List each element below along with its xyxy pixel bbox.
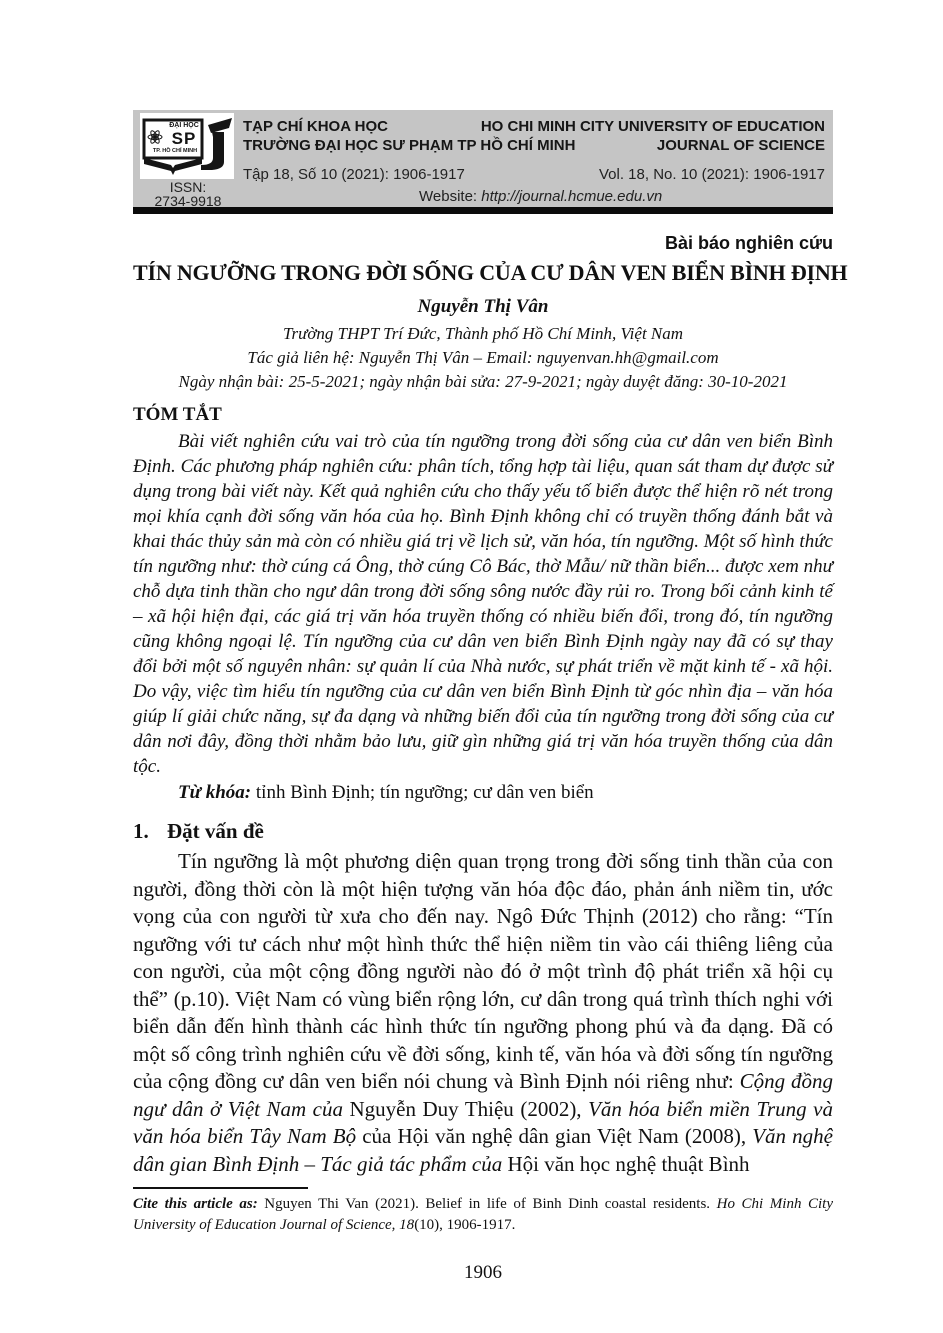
- abstract-heading: TÓM TẮT: [133, 404, 222, 425]
- section-1-paragraph: [133, 848, 833, 1178]
- section-1-number: 1.: [133, 819, 149, 843]
- section-1-heading: [133, 818, 833, 845]
- issue-info-vi: Tập 18, Số 10 (2021): 1906-1917: [243, 166, 465, 183]
- journal-logo: [140, 113, 234, 179]
- cited-work-title: Văn nghệ dân gian Bình Định – Tác giả tác phẩm của: [133, 1124, 833, 1176]
- citation-journal-name: Ho Chi Minh City University of Education Journal of Science, 18: [133, 1196, 834, 1233]
- corresponding-author-line: Tác giả liên hệ: Nguyễn Thị Vân – Email: nguyenvan.hh@gmail.com: [247, 348, 719, 367]
- article-title: TÍN NGƯỠNG TRONG ĐỜI SỐNG CỦA CƯ DÂN VEN BIỂN BÌNH ĐỊNH: [133, 260, 848, 285]
- keywords-value: tỉnh Bình Định; tín ngưỡng; cư dân ven biển: [251, 782, 594, 803]
- keywords-line: [133, 780, 833, 805]
- journal-name-vi-line2: TRƯỜNG ĐẠI HỌC SƯ PHẠM TP HỒ CHÍ MINH: [243, 137, 576, 154]
- author-affiliation: Trường THPT Trí Đức, Thành phố Hồ Chí Minh, Việt Nam: [282, 324, 684, 343]
- website-line: [419, 188, 662, 205]
- journal-name-en-line2: JOURNAL OF SCIENCE: [656, 137, 825, 154]
- issn-label: ISSN:: [169, 179, 207, 195]
- issn-value: 2734-9918: [154, 193, 222, 209]
- website-label: Website:: [419, 188, 478, 205]
- paragraph-segment: của Hội văn nghệ dân gian Việt Nam (2008),: [362, 1124, 753, 1148]
- cited-work-title: Văn hóa biển miền Trung và văn hóa biển Tây Nam Bộ: [133, 1096, 833, 1148]
- issue-info-en: Vol. 18, No. 10 (2021): 1906-1917: [599, 166, 825, 183]
- paragraph-segment: Nguyễn Duy Thiệu (2002),: [349, 1096, 589, 1121]
- journal-header-band: [133, 110, 833, 214]
- keywords-label: Từ khóa:: [178, 782, 252, 803]
- article-meta: [133, 322, 833, 394]
- logo-text-dai-hoc: ĐẠI HỌC: [169, 122, 199, 129]
- page-number: 1906: [464, 1262, 502, 1283]
- logo-text-tphcm: TP. HỒ CHÍ MINH: [152, 148, 198, 154]
- issn-block: [133, 180, 243, 208]
- paragraph-segment: Hội văn học nghệ thuật Bình: [507, 1151, 750, 1176]
- website-url: http://journal.hcmue.edu.vn: [481, 188, 663, 205]
- author-name: Nguyễn Thị Vân: [417, 296, 549, 317]
- logo-text-sp: SP: [171, 129, 197, 148]
- section-1-title: Đặt vấn đề: [167, 819, 264, 843]
- citation-footnote: [133, 1194, 833, 1236]
- article-type-label: Bài báo nghiên cứu: [664, 233, 833, 253]
- citation-text: Nguyen Thi Van (2021). Belief in life of Binh Dinh coastal residents.: [264, 1196, 717, 1212]
- article-body: [133, 233, 848, 1284]
- journal-name-vi-line1: TẠP CHÍ KHOA HỌC: [243, 118, 389, 135]
- citation-issue-pages: (10), 1906-1917.: [414, 1217, 516, 1233]
- article-dates-line: Ngày nhận bài: 25-5-2021; ngày nhận bài sửa: 27-9-2021; ngày duyệt đăng: 30-10-2021: [178, 372, 788, 391]
- footnote-divider: [133, 1187, 308, 1189]
- abstract-text: Bài viết nghiên cứu vai trò của tín ngưỡng trong đời sống của cư dân ven biển Bình Định. Các phương pháp nghiên cứu: phân tích, tổng hợp tài liệu, quan sát tham dự được sử dụng trong bài viết này. Kết quả nghiên cứu cho thấy yếu tố biển được thể hiện rõ nét trong mọi khía cạnh đời sống văn hóa của họ. Bình Định không chỉ có truyền thống đánh bắt và khai thác thủy sản mà còn có nhiều giá trị về lịch sử, văn hóa, tín ngưỡng. Một số hình thức tín ngưỡng như: thờ cúng cá Ông, thờ cúng Cô Bác, thờ Mẫu/ nữ thần biển... được xem như chỗ dựa tinh thần cho ngư dân trong đời sống sông nước đầy rủi ro. Trong bối cảnh kinh tế – xã hội hiện đại, các giá trị văn hóa truyền thống có nhiều biến đổi, trong đó, tín ngưỡng cũng không ngoại lệ. Tín ngưỡng của cư dân ven biển Bình Định ngày nay đã có sự thay đổi bởi một số nguyên nhân: sự quản lí của Nhà nước, sự phát triển về mặt kinh tế - xã hội. Do vậy, việc tìm hiểu tín ngưỡng của cư dân ven biển Bình Định từ góc nhìn địa – văn hóa giúp lí giải chức năng, sự đa dạng và những biến đổi của tín ngưỡng trong đời sống của cư dân nơi đây, đồng thời nhằm bảo lưu, giữ gìn những giá trị văn hóa truyền thống của dân tộc.: [133, 431, 833, 777]
- journal-name-en-line1: HO CHI MINH CITY UNIVERSITY OF EDUCATION: [480, 118, 825, 135]
- paragraph-segment: Tín ngưỡng là một phương diện quan trọng trong đời sống tinh thần của con người, đồng thời còn là một hiện tượng văn hóa độc đáo, phản ánh niềm tin, ước vọng của con người từ xưa cho đến nay. Ngô Đức Thịnh (2012) cho rằng: “Tín ngưỡng với tư cách như một hình thức thể hiện niềm tin vào cái thiêng liêng của con người, của một cộng đồng người nào đó ở một trình độ phát triển xã hội cụ thể” (p.10). Việt Nam có vùng biển rộng lớn, cư dân trong quá trình thích nghi với biển dẫn đến hình thành các hình thức tín ngưỡng phong phú và đa dạng. Đã có một số công trình nghiên cứu về đời sống, kinh tế, văn hóa và đời sống tín ngưỡng của cộng đồng cư dân ven biển nói chung và Bình Định nói riêng như:: [133, 849, 833, 1093]
- journal-name-en: [481, 117, 825, 155]
- cited-work-title: Cộng đồng ngư dân ở Việt Nam của: [133, 1069, 833, 1121]
- cite-as-label: Cite this article as:: [133, 1196, 265, 1212]
